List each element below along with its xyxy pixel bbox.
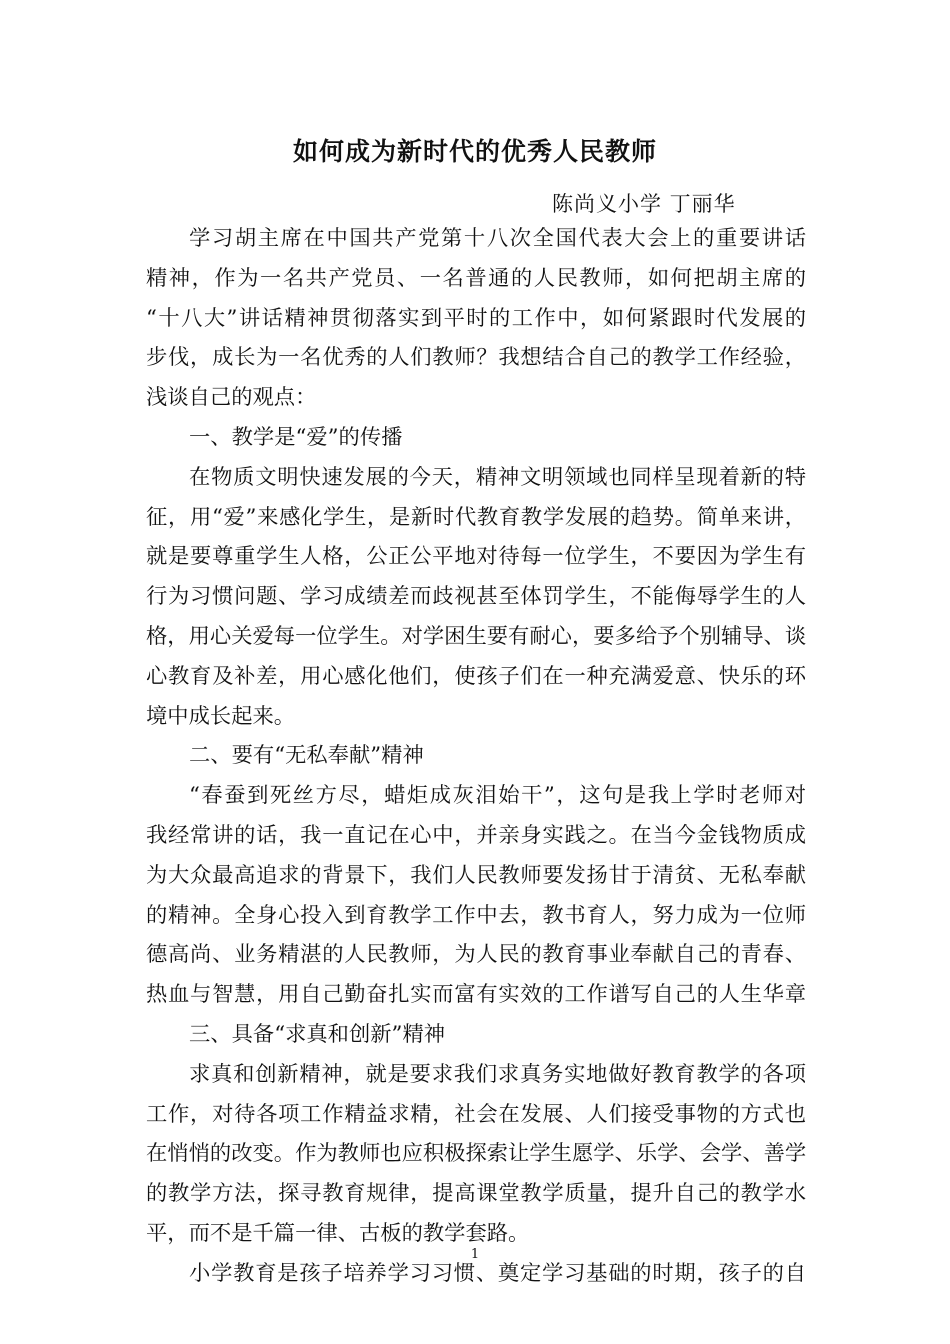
body-line: 步伐，成长为一名优秀的人们教师？我想结合自己的教学工作经验， xyxy=(146,345,806,371)
body-line: 一、教学是“爱”的传播 xyxy=(189,424,403,450)
body-line: 平，而不是千篇一律、古板的教学套路。 xyxy=(146,1220,530,1246)
body-line: 热血与智慧，用自己勤奋扎实而富有实效的工作谱写自己的人生华章 xyxy=(146,982,806,1008)
body-line: 德高尚、业务精湛的人民教师，为人民的教育事业奉献自己的青春、 xyxy=(146,942,806,968)
body-line: 浅谈自己的观点： xyxy=(146,385,317,411)
body-line: 我经常讲的话，我一直记在心中，并亲身实践之。在当今金钱物质成 xyxy=(146,822,806,848)
body-line: 的精神。全身心投入到育教学工作中去，教书育人，努力成为一位师 xyxy=(146,902,806,928)
body-line: 征，用“爱”来感化学生，是新时代教育教学发展的趋势。简单来讲， xyxy=(146,504,806,530)
document-title: 如何成为新时代的优秀人民教师 xyxy=(292,137,657,166)
body-line: 的教学方法，探寻教育规律，提高课堂教学质量，提升自己的教学水 xyxy=(146,1181,806,1207)
body-line: 学习胡主席在中国共产党第十八次全国代表大会上的重要讲话 xyxy=(189,226,806,251)
document-body xyxy=(146,219,806,1294)
body-line: “春蚕到死丝方尽，蜡炬成灰泪始干”，这句是我上学时老师对 xyxy=(189,783,806,809)
body-line: 格，用心关爱每一位学生。对学困生要有耐心，要多给予个别辅导、谈 xyxy=(146,623,806,649)
body-line: 三、具备“求真和创新”精神 xyxy=(189,1021,446,1047)
body-line: 境中成长起来。 xyxy=(146,703,296,729)
body-line: 小学教育是孩子培养学习习惯、奠定学习基础的时期，孩子的自 xyxy=(189,1260,806,1286)
body-line: 为大众最高追求的背景下，我们人民教师要发扬甘于清贫、无私奉献 xyxy=(146,862,806,888)
page-number: 1 xyxy=(470,1247,480,1262)
body-line: 工作，对待各项工作精益求精，社会在发展、人们接受事物的方式也 xyxy=(146,1101,806,1127)
body-line: 在悄悄的改变。作为教师也应积极探索让学生愿学、乐学、会学、善学 xyxy=(146,1141,806,1167)
body-line: 心教育及补差，用心感化他们，使孩子们在一种充满爱意、快乐的环 xyxy=(146,663,806,689)
body-line: 行为习惯问题、学习成绩差而歧视甚至体罚学生，不能侮辱学生的人 xyxy=(146,584,806,610)
body-line: 精神，作为一名共产党员、一名普通的人民教师，如何把胡主席的 xyxy=(146,265,806,291)
body-line: 求真和创新精神，就是要求我们求真务实地做好教育教学的各项 xyxy=(189,1061,806,1087)
body-line: “十八大”讲话精神贯彻落实到平时的工作中，如何紧跟时代发展的 xyxy=(146,305,806,331)
body-line: 就是要尊重学生人格，公正公平地对待每一位学生，不要因为学生有 xyxy=(146,544,806,570)
document-author: 陈尚义小学 丁丽华 xyxy=(552,192,736,216)
body-line: 在物质文明快速发展的今天，精神文明领域也同样呈现着新的特 xyxy=(189,464,806,490)
body-line: 二、要有“无私奉献”精神 xyxy=(189,743,424,769)
